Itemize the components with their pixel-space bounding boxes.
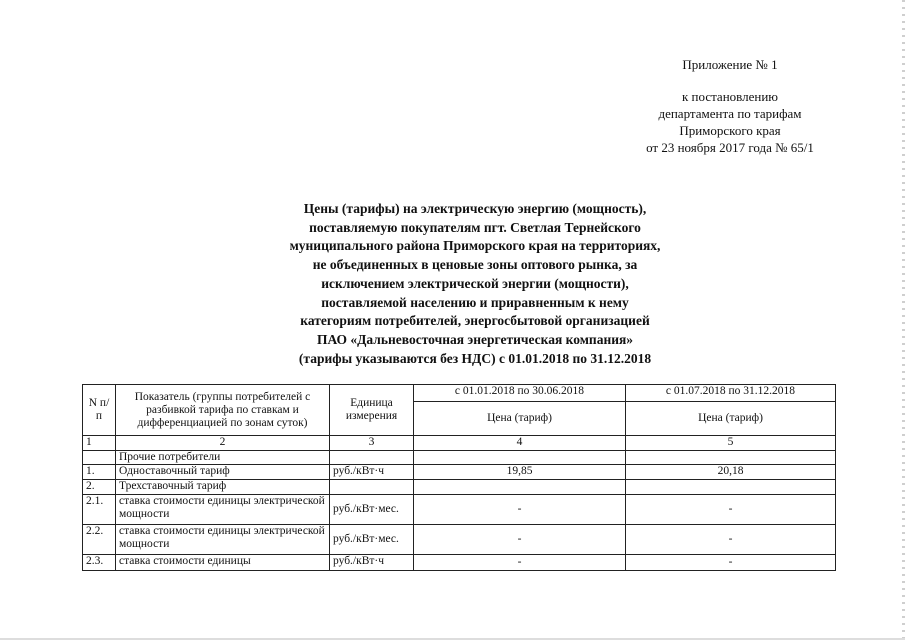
row-unit: руб./кВт·мес. bbox=[330, 525, 414, 555]
header-row bbox=[83, 385, 836, 402]
appendix-line: департамента по тарифам bbox=[658, 106, 802, 121]
header-indicator: Показатель (группы потребителей с разбивкой тарифа по ставкам и дифференциацией по зонам суток) bbox=[116, 385, 330, 436]
title-line: не объединенных в ценовые зоны оптового рынка, за bbox=[312, 257, 638, 273]
row-unit: руб./кВт·ч bbox=[330, 465, 414, 480]
row-num bbox=[83, 451, 116, 465]
appendix-block bbox=[600, 56, 860, 156]
column-number: 5 bbox=[626, 436, 836, 451]
row-indicator: Прочие потребители bbox=[116, 451, 330, 465]
header-unit: Единица измерения bbox=[330, 385, 414, 436]
row-value-2: - bbox=[626, 495, 836, 525]
appendix-line: Приморского края bbox=[679, 123, 781, 138]
header-price-1: Цена (тариф) bbox=[414, 402, 626, 436]
column-number: 1 bbox=[83, 436, 116, 451]
row-value-2: 20,18 bbox=[626, 465, 836, 480]
document-title bbox=[255, 200, 695, 368]
row-value-1: - bbox=[414, 555, 626, 571]
row-value-2: - bbox=[626, 525, 836, 555]
appendix-line: от 23 ноября 2017 года № 65/1 bbox=[646, 140, 814, 155]
table-row bbox=[83, 525, 836, 555]
table-row bbox=[83, 451, 836, 465]
tariff-table bbox=[82, 384, 836, 571]
header-period-2: с 01.07.2018 по 31.12.2018 bbox=[626, 385, 836, 402]
row-unit bbox=[330, 451, 414, 465]
title-line: поставляемую покупателям пгт. Светлая Тернейского bbox=[309, 219, 641, 235]
row-indicator: Трехставочный тариф bbox=[116, 480, 330, 495]
row-value-2: - bbox=[626, 555, 836, 571]
row-indicator: Одноставочный тариф bbox=[116, 465, 330, 480]
row-value-1: - bbox=[414, 495, 626, 525]
row-value-1 bbox=[414, 451, 626, 465]
title-line: муниципального района Приморского края на территориях, bbox=[289, 238, 661, 254]
row-num: 2. bbox=[83, 480, 116, 495]
row-unit: руб./кВт·мес. bbox=[330, 495, 414, 525]
row-indicator: ставка стоимости единицы электрической мощности bbox=[116, 525, 330, 555]
title-line: исключением электрической энергии (мощности), bbox=[321, 275, 629, 291]
row-value-2 bbox=[626, 451, 836, 465]
row-num: 1. bbox=[83, 465, 116, 480]
row-indicator: ставка стоимости единицы электрической мощности bbox=[116, 495, 330, 525]
column-number: 3 bbox=[330, 436, 414, 451]
title-line: категориям потребителей, энергосбытовой организацией bbox=[300, 313, 650, 329]
header-num: N п/п bbox=[83, 385, 116, 436]
title-line: ПАО «Дальневосточная энергетическая компания» bbox=[316, 331, 634, 347]
row-value-1: 19,85 bbox=[414, 465, 626, 480]
table-row bbox=[83, 480, 836, 495]
column-number: 4 bbox=[414, 436, 626, 451]
row-num: 2.2. bbox=[83, 525, 116, 555]
row-num: 2.1. bbox=[83, 495, 116, 525]
row-num: 2.3. bbox=[83, 555, 116, 571]
title-line: Цены (тарифы) на электрическую энергию (мощность), bbox=[303, 201, 647, 216]
column-number: 2 bbox=[116, 436, 330, 451]
table-row bbox=[83, 495, 836, 525]
header-period-1: с 01.01.2018 по 30.06.2018 bbox=[414, 385, 626, 402]
table-row bbox=[83, 465, 836, 480]
appendix-line: к постановлению bbox=[681, 89, 779, 104]
header-price-2: Цена (тариф) bbox=[626, 402, 836, 436]
column-number-row bbox=[83, 436, 836, 451]
title-line: поставляемой населению и приравненным к нему bbox=[321, 294, 629, 310]
appendix-heading: Приложение № 1 bbox=[682, 57, 778, 72]
row-unit bbox=[330, 480, 414, 495]
row-value-1 bbox=[414, 480, 626, 495]
row-indicator: ставка стоимости единицы bbox=[116, 555, 330, 571]
title-line: (тарифы указываются без НДС) с 01.01.2018 по 31.12.2018 bbox=[298, 350, 652, 366]
row-value-2 bbox=[626, 480, 836, 495]
table-row bbox=[83, 555, 836, 571]
row-unit: руб./кВт·ч bbox=[330, 555, 414, 571]
row-value-1: - bbox=[414, 525, 626, 555]
